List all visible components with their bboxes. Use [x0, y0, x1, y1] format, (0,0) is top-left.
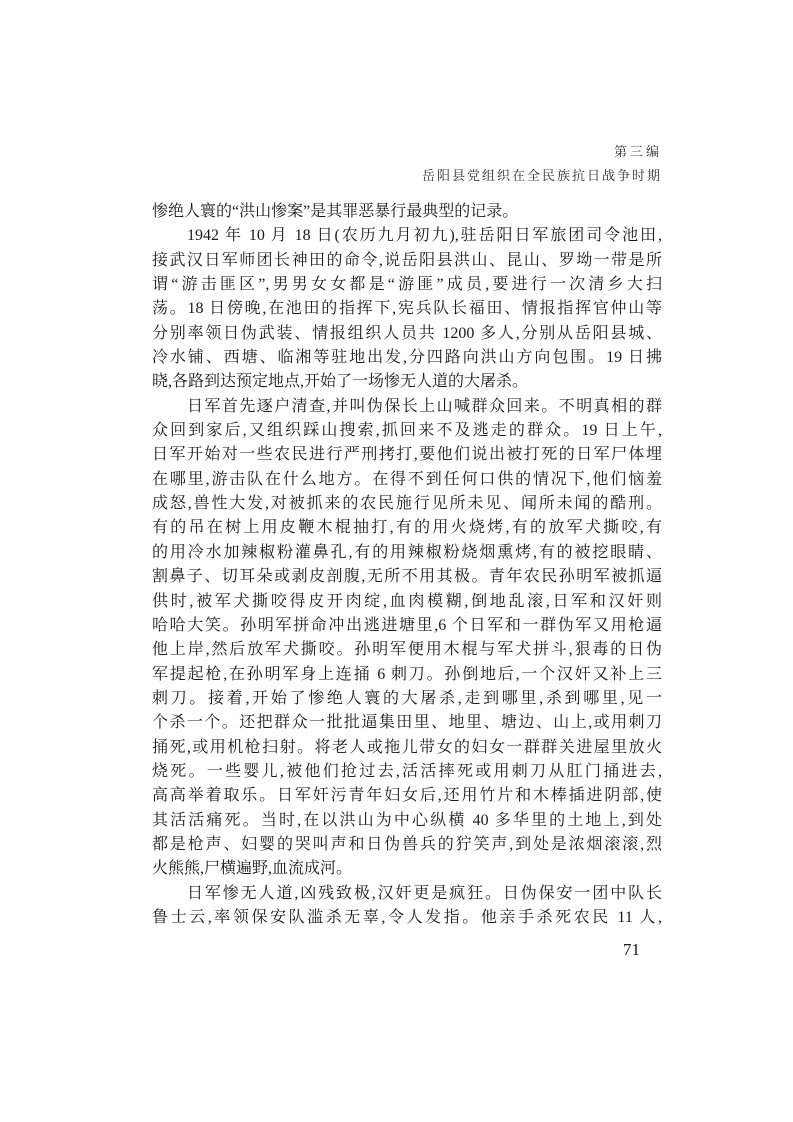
text-line: 分别率领日伪武装、情报组织人员共 1200 多人,分别从岳阳县城、 [152, 324, 662, 342]
running-header [152, 144, 662, 184]
page-number: 71 [623, 940, 640, 959]
text-line: 1942 年 10 月 18 日(农历九月初九),驻岳阳日军旅团司令池田, [187, 227, 662, 245]
text-line: 冷水铺、西塘、临湘等驻地出发,分四路向洪山方向包围。19 日拂 [152, 349, 662, 367]
body-text [152, 200, 662, 930]
text-line: 个杀一个。还把群众一批批逼集田里、地里、塘边、山上,或用刺刀 [152, 714, 662, 732]
text-line: 日军首先逐户清查,并叫伪保长上山喊群众回来。不明真相的群 [187, 397, 662, 415]
text-line: 火熊熊,尸横遍野,血流成河。 [152, 860, 353, 878]
text-line: 有的吊在树上用皮鞭木棍抽打,有的用火烧烤,有的放军犬撕咬,有 [152, 519, 662, 537]
text-line: 他上岸,然后放军犬撕咬。孙明军便用木棍与军犬拼斗,狠毒的日伪 [152, 641, 662, 659]
text-line: 的用冷水加辣椒粉灌鼻孔,有的用辣椒粉烧烟熏烤,有的被挖眼睛、 [152, 543, 662, 561]
text-line: 日军开始对一些农民进行严刑拷打,要他们说出被打死的日军尸体埋 [152, 446, 662, 464]
text-line: 接武汉日军师团长神田的命令,说岳阳县洪山、昆山、罗坳一带是所 [152, 251, 662, 269]
text-line: 其活活痛死。当时,在以洪山为中心纵横 40 多华里的土地上,到处 [152, 811, 662, 829]
text-line: 军提起枪,在孙明军身上连捅 6 刺刀。孙倒地后,一个汉奸又补上三 [152, 665, 662, 683]
text-line: 烧死。一些婴儿,被他们抢过去,活活摔死或用刺刀从肛门捅进去, [152, 762, 662, 780]
text-line: 在哪里,游击队在什么地方。在得不到任何口供的情况下,他们恼羞 [152, 470, 662, 488]
text-line: 都是枪声、妇婴的哭叫声和日伪兽兵的狞笑声,到处是浓烟滚滚,烈 [152, 835, 662, 853]
header-part-label: 第三编 [613, 144, 662, 159]
text-line: 哈哈大笑。孙明军拼命冲出逃进塘里,6 个日军和一群伪军又用枪逼 [152, 616, 662, 634]
text-line: 刺刀。接着,开始了惨绝人寰的大屠杀,走到哪里,杀到哪里,见一 [152, 689, 662, 707]
text-line: 日军惨无人道,凶残致极,汉奸更是疯狂。日伪保安一团中队长 [187, 884, 662, 902]
header-chapter-title: 岳阳县党组织在全民族抗日战争时期 [421, 168, 662, 183]
text-line: 荡。18 日傍晚,在池田的指挥下,宪兵队长福田、情报指挥官仲山等 [152, 300, 662, 318]
text-line: 鲁士云,率领保安队滥杀无辜,令人发指。他亲手杀死农民 11 人, [152, 908, 662, 926]
text-line: 晓,各路到达预定地点,开始了一场惨无人道的大屠杀。 [152, 373, 529, 391]
text-line: 供时,被军犬撕咬得皮开肉绽,血肉模糊,倒地乱滚,日军和汉奸则 [152, 592, 662, 610]
text-line: 众回到家后,又组织踩山搜索,抓回来不及逃走的群众。19 日上午, [152, 422, 662, 440]
text-line: 谓“游击匪区”,男男女女都是“游匪”成员,要进行一次清乡大扫 [152, 276, 662, 294]
text-line: 高高举着取乐。日军奸污青年妇女后,还用竹片和木棒插进阴部,使 [152, 787, 662, 805]
text-line: 捅死,或用机枪扫射。将老人或拖儿带女的妇女一群群关进屋里放火 [152, 738, 662, 756]
text-line: 惨绝人寰的“洪山惨案”是其罪恶暴行最典型的记录。 [152, 203, 519, 220]
text-line: 割鼻子、切耳朵或剥皮剖腹,无所不用其极。青年农民孙明军被抓逼 [152, 568, 662, 586]
text-line: 成怒,兽性大发,对被抓来的农民施行见所未见、闻所未闻的酷刑。 [152, 495, 662, 513]
